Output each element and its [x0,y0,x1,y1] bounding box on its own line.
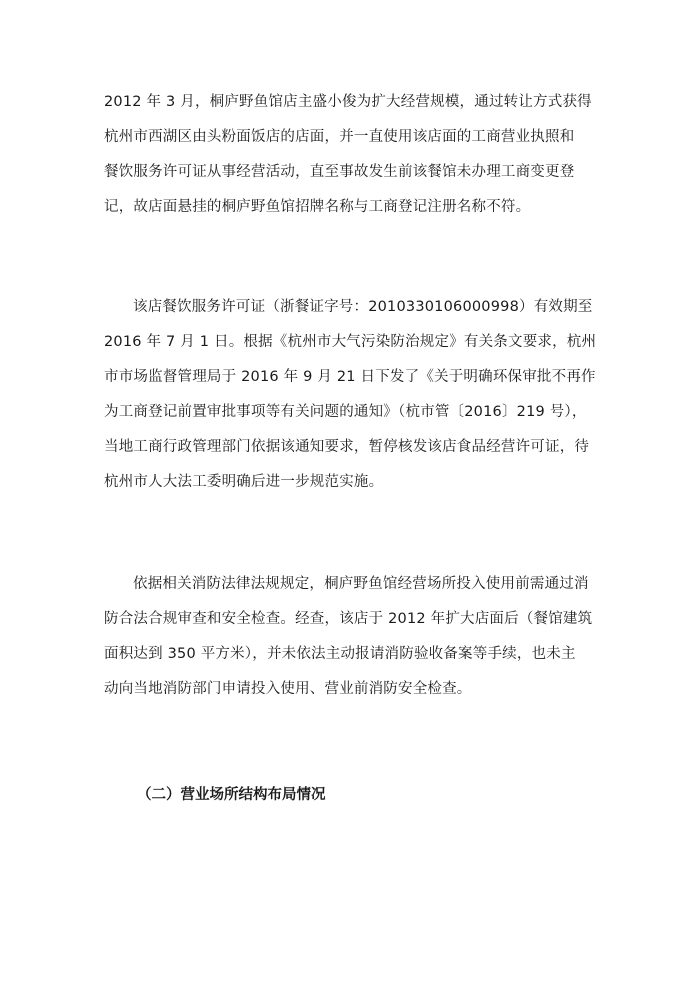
paragraph-line: 依据相关消防法律法规规定，桐庐野鱼馆经营场所投入使用前需通过消 [133,576,589,592]
paragraph-line: 防合法合规审查和安全检查。经查，该店于 2012 年扩大店面后（餐馆建筑 [104,611,593,627]
section-heading: （二）营业场所结构布局情况 [137,787,326,803]
paragraph-line: 记，故店面悬挂的桐庐野鱼馆招牌名称与工商登记注册名称不符。 [104,199,531,215]
paragraph-line: 当地工商行政管理部门依据该通知要求，暂停核发该店食品经营许可证，待 [104,439,590,455]
paragraph-line: 动向当地消防部门申请投入使用、营业前消防安全检查。 [104,681,472,697]
paragraph-line: 市市场监督管理局于 2016 年 9 月 21 日下发了《关于明确环保审批不再作 [104,369,596,385]
paragraph-line: 杭州市人大法工委明确后进一步规范实施。 [104,474,384,490]
paragraph-line: 2016 年 7 月 1 日。根据《杭州市大气污染防治规定》有关条文要求，杭州 [104,334,597,350]
paragraph-line: 该店餐饮服务许可证（浙餐证字号：2010330106000998）有效期至 [133,299,593,315]
paragraph-line: 餐饮服务许可证从事经营活动，直至事故发生前该餐馆未办理工商变更登 [104,164,575,180]
paragraph-line: 为工商登记前置审批事项等有关问题的通知》（杭市管〔2016〕219 号）， [104,404,587,420]
paragraph-business-license [104,85,604,225]
paragraph-line: 2012 年 3 月，桐庐野鱼馆店主盛小俊为扩大经营规模，通过转让方式获得 [104,94,592,110]
paragraph-catering-permit [104,290,604,500]
paragraph-line: 面积达到 350 平方米），并未依法主动报请消防验收备案等手续，也未主 [104,646,576,662]
paragraph-line: 杭州市西湖区由头粉面饭店的店面，并一直使用该店面的工商营业执照和 [104,129,575,145]
paragraph-fire-safety [104,567,604,707]
